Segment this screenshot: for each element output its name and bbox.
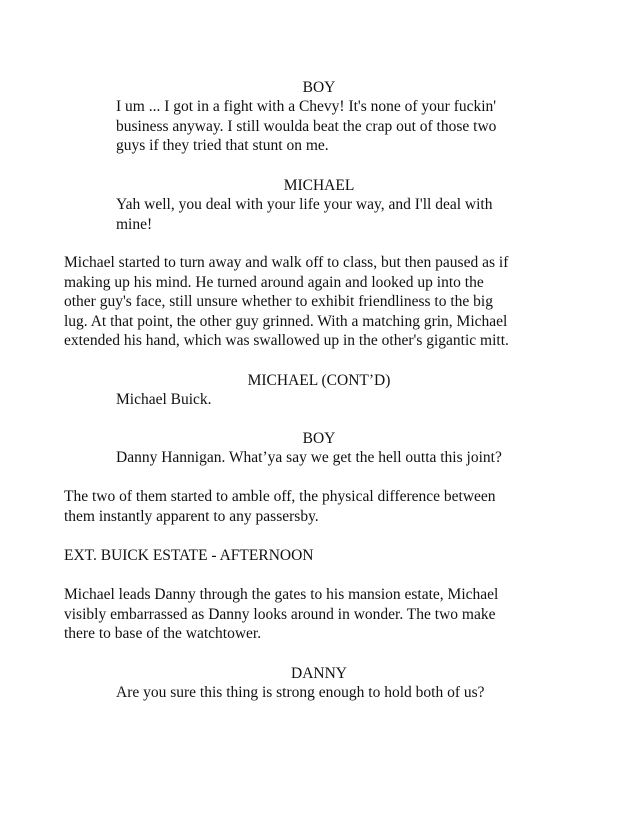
action-paragraph-2: The two of them started to amble off, the physical difference between them instantly apparent to any passersby. — [64, 488, 496, 525]
action-paragraph-3: Michael leads Danny through the gates to his mansion estate, Michael visibly embarrassed as Danny looks around in wonder. The two make there to base of the watchtower. — [64, 586, 499, 642]
scene-heading: EXT. BUICK ESTATE - AFTERNOON — [64, 547, 314, 564]
character-name-michael: MICHAEL — [283, 177, 355, 194]
character-name-danny: DANNY — [291, 665, 347, 682]
character-name-boy: BOY — [302, 79, 336, 96]
dialogue-boy-1: I um ... I got in a fight with a Chevy! It's none of your fuckin' business anyway. I still woulda beat the crap out of those two guys if they tried that stunt on me. — [116, 98, 497, 154]
dialogue-boy-2: Danny Hannigan. What’ya say we get the hell outta this joint? — [116, 449, 502, 466]
character-name-michael-contd: MICHAEL (CONT’D) — [247, 372, 391, 389]
dialogue-michael-1: Yah well, you deal with your life your way, and I'll deal with mine! — [116, 196, 493, 233]
dialogue-danny-1: Are you sure this thing is strong enough to hold both of us? — [116, 684, 485, 701]
dialogue-michael-2: Michael Buick. — [116, 391, 212, 408]
character-name-boy-2: BOY — [302, 430, 336, 447]
action-paragraph-1: Michael started to turn away and walk off to class, but then paused as if making up his mind. He turned around again and looked up into the other guy's face, still unsure whether to exhibit friendliness to the big lug. At that point, the other guy grinned. With a matching grin, Michael extended his hand, which was swallowed up in the other's gigantic mitt. — [64, 254, 509, 349]
